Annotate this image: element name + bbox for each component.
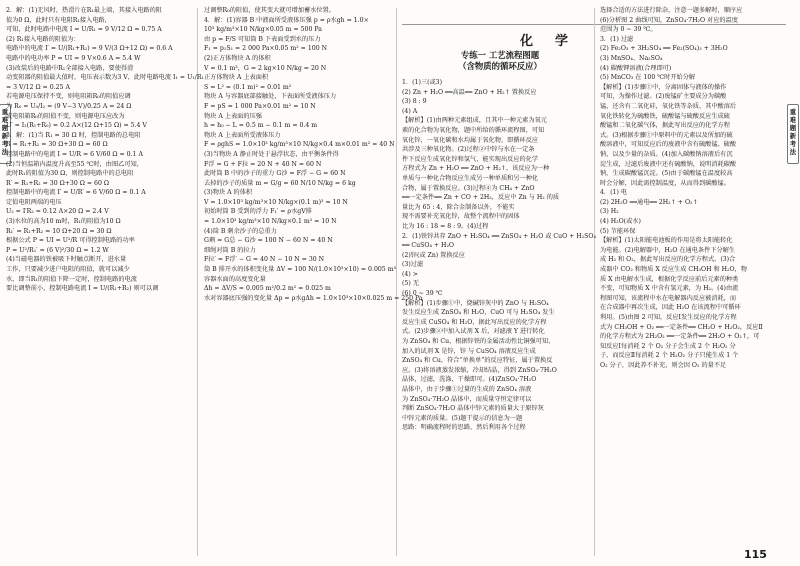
text-line: 水，即当R₁的阻值下降一定时，控制电路的电流: [6, 275, 137, 283]
text-line: 式。(3)根据步骤①中原料中的元素以及所加的硫: [600, 131, 733, 139]
text-line: 若电源电压保持不变，则电阻箱R₀的阻值应调: [6, 93, 131, 101]
section-title: 专练一 工艺流程图题: [460, 50, 540, 60]
text-line: 筒 B 排开水的体积变化量 ΔV = 100 N/(1.0×10³×10) = 0.005 m³: [204, 266, 397, 274]
text-line: 水对容器底压强的变化量 Δp = ρ水gΔh = 1.0×10³×10×0.025 m = 250 Pa: [204, 294, 423, 302]
text-line: (3) 8 : 9: [402, 98, 427, 106]
side-tab-left: 重难题新考法: [0, 104, 11, 164]
column-4: [600, 6, 786, 552]
text-line: 应。(3)将溶液蒸发浓缩，冷却结晶，得到 ZnSO₄·7H₂O: [402, 366, 557, 374]
text-line: 控制电路中的电流 I′ = U/R′ = 6 V/60 Ω = 0.1 A: [6, 189, 146, 197]
text-line: 要比调整前小，控制电路电流 I = U/(R₁+R₂) 则可以调: [6, 285, 159, 293]
text-line: (3) MnSO₄、Na₂SO₄: [600, 54, 663, 62]
text-line: R₁′ = R₁+R₂ = 10 Ω+20 Ω = 30 Ω: [6, 227, 112, 235]
text-line: 反应生成 CuSO₄ 和 H₂O，据此写出反应的化学方程: [402, 318, 547, 326]
text-line: 为电能。(2)电解器中，H₂O 在通电条件下分解生: [600, 246, 736, 254]
side-tab-right: 重难题新考法: [787, 104, 799, 164]
text-line: (3)过滤: [402, 261, 424, 269]
text-line: (3) H₂: [600, 208, 619, 216]
text-line: 值为0 Ω，此时只有电阻R₁接入电路，: [6, 16, 111, 24]
text-line: 动变阻器的阻值最大值时，电压表示数为3 V，此时电路电流 I₁ = U₁/R₁: [6, 74, 204, 82]
column-divider: [396, 8, 397, 556]
text-line: 此时R₁的阻值为30 Ω，则控制电路中的总电阻: [6, 170, 134, 178]
text-line: (4) >: [402, 270, 418, 278]
text-line: (2) 2H₂O ══通电══ 2H₂↑ + O₂↑: [600, 198, 698, 206]
text-line: (3)改装后的电路中R₁全部接入电路，要使得滑: [6, 64, 134, 72]
text-line: 钠，生成碳酸锰沉淀。(5)由于碳酸锰在温度较高: [600, 170, 733, 178]
text-line: 利用。(5)由图 2 可知，反应Ⅰ发生反应的化学方程: [600, 314, 737, 321]
text-line: 容器水面的高度变化量: [204, 275, 266, 283]
text-line: V = 1.0×10³ kg/m³×10 N/kg×(0.1 m)³ = 10 N: [204, 198, 348, 206]
text-line: 子，而反应Ⅱ每消耗 2 个 H₂O₂ 分子只能生成 1 个: [600, 352, 739, 360]
text-line: ══一定条件══ Zn + CO + 2H₂，反应中 Zn 与 H₂ 的质: [402, 194, 560, 202]
text-line: 电路中的电流 I′ = U/(R₁+R₂) = 9 V/(3 Ω+12 Ω) = 0.6 A: [6, 45, 173, 53]
text-line: 方程式为 Zn + H₂O ══ ZnO + H₂↑，该反应为一种: [402, 165, 550, 173]
text-line: 物块 A 与容器底部接触处，下表面所受液体压力: [204, 93, 337, 101]
text-line: 电路中的电功率 P = UI = 9 V×0.6 A = 5.4 W: [6, 54, 141, 62]
text-line: F拉′ = F浮′ − G = 40 N − 10 N = 30 N: [204, 256, 325, 264]
text-line: 或电阻箱R₀的阻值不变，则电源电压应改为: [6, 112, 125, 120]
text-line: 2．解：(1)无风时，热滑片在R₁最上端，其接入电路的阻: [6, 7, 162, 14]
text-line: (4) 碳酸钾溶液(合理即可): [600, 64, 672, 72]
text-line: (4) A: [402, 107, 418, 115]
text-line: 比为 16 : 18 = 8 : 9。(4)过程: [402, 222, 489, 230]
text-line: 质 X 由电解水生成，根据化学反应前后元素的种类: [600, 275, 739, 283]
text-line: 去掉的沙子的质量 m = G/g = 60 N/10 N/kg = 6 kg: [204, 179, 356, 187]
text-line: = 1.0×10³ kg/m³×10 N/kg×0.1 m² = 10 N: [204, 218, 337, 226]
text-line: 发生反应生成 ZnSO₄ 和 H₂O，CuO 可与 H₂SO₄ 发生: [402, 309, 555, 317]
text-line: (6) 0 ~ 39 ℃: [402, 290, 443, 298]
text-line: 为 ZnSO₄·7H₂O 晶体中，而质量守恒定律可以: [402, 395, 532, 403]
text-line: U′ = I₂(R₁+R₀) = 0.2 A×(12 Ω+15 Ω) = 5.4 V: [6, 122, 147, 130]
text-line: 为 ZnSO₄ 和 Cu，根据锌铁的金属活动性比铜强可知，: [402, 338, 555, 346]
text-line: 定值电阻两端的电压: [6, 198, 62, 206]
text-line: 正方体物块 A 上表面积: [204, 74, 269, 82]
column-3: [402, 6, 596, 552]
text-line: 共涉及三种氧化物。(2)过程②中锌与水在一定条: [402, 146, 535, 154]
text-line: 4．(1) 电: [600, 189, 628, 197]
text-line: 选择合适的方法进行除杂，注意一题多解时，顺序应: [600, 7, 743, 14]
text-line: (3)水位的高为10 m时，R₁的阻值为10 Ω: [6, 218, 121, 226]
text-line: (3)物块 A 的体积: [204, 189, 253, 197]
text-line: 可知，此时电路中电流 I = U/R₁ = 9 V/12 Ω = 0.75 A: [6, 26, 162, 34]
text-line: 物块 A 上表面所受液体压力: [204, 131, 281, 139]
text-line: 控制电路中的电流 I = U/R = 6 V/60 Ω = 0.1 A: [6, 150, 143, 158]
text-line: 氧化铁转化为硫酸铁，硫酸锰与硫酸反应生成硫: [600, 112, 730, 120]
text-line: 氧化锌，一氧化碳和水均属于氧化物，即循环反应: [402, 136, 539, 144]
text-line: (2) R₁接入电路的阻值为：: [6, 35, 80, 43]
text-line: ══ CuSO₄ + H₂O: [402, 242, 454, 250]
column-1: [6, 6, 204, 552]
text-line: U₂ = I′R₂ = 0.12 A×20 Ω = 2.4 V: [6, 208, 109, 216]
text-line: 在合成器中再次生成，因此 H₂O 在该流程中可循环: [600, 304, 741, 312]
text-line: 2．(1)铁锌共存 ZnO + H₂SO₄ ══ ZnSO₄ + H₂O 或 CuO + H₂SO₄: [402, 232, 596, 240]
text-line: F = pS = 1 000 Pa×0.01 m² = 10 N: [204, 102, 316, 110]
text-line: 程图可知，该流程中水在电解器内反应被消耗，而: [600, 294, 737, 302]
column-divider: [197, 8, 198, 556]
text-line: 中锌元素的质量。(5)题干提示的信息为一题: [402, 414, 523, 422]
text-line: ZnSO₄ 和 Cu，符合“单换单”的反应特征，属于置换反: [402, 357, 553, 365]
text-line: 初始时筒 B 受到的浮力 F₁′ = ρ水gV排: [204, 208, 312, 216]
text-line: F浮 = G + F拉 = 20 N + 40 N = 60 N: [204, 160, 322, 168]
text-line: Δh = ΔV/S = 0.005 m²/0.2 m² = 0.025 m: [204, 285, 331, 293]
text-line: R′ = R₁+R₂ = 30 Ω+30 Ω = 60 Ω: [6, 179, 109, 187]
text-line: = 3 V/12 Ω = 0.25 A: [6, 83, 70, 91]
subject-title: 化学: [520, 34, 591, 49]
text-line: 此时筒 B 中的沙子的重力 G沙 = F浮 − G = 60 N: [204, 170, 346, 178]
text-line: 根据公式 P = UI = U²/R 可得控制电路的功率: [6, 237, 135, 245]
text-line: 式为 CH₃OH + O₂ ══一定条件══ CH₂O + H₂O₂，反应Ⅱ: [600, 323, 763, 331]
text-line: (4)当磁电器的铁被吸下时触点断开，进水量: [6, 256, 127, 264]
text-line: 酸溶液中，可知反应后的废液中含有硫酸锰、硫酸: [600, 141, 737, 149]
text-line: 【解析】(1)太阳能电池板的作用是将太阳能转化: [600, 237, 733, 245]
text-line: 件下反应生成氧化锌和氢气，能实现出反应的化学: [402, 155, 539, 163]
text-line: (2)正方体物块 A 的体积: [204, 54, 271, 62]
text-line: 的化学方程式为 2H₂O₂ ══一定条件══ 2H₂O + O₂↑，可: [600, 333, 760, 341]
text-line: (2) Fe₂O₃ + 3H₂SO₄ ══ Fe₂(SO₄)₃ + 3H₂O: [600, 45, 728, 53]
text-line: 3．(1) 过滤: [600, 35, 634, 43]
text-line: 淀生成，过滤后废液中还有硫酸钠，说明消耗碳酸: [600, 160, 737, 168]
text-line: 晶体，过滤，洗涤，干燥即可。(4)ZnSO₄·7H₂O: [402, 376, 537, 384]
text-line: (3)当物块 A 静止时处于悬浮状态，由平衡条件得: [204, 150, 339, 158]
text-line: (6)分析图 2 曲线可知，ZnSO₄·7H₂O 对应的温度: [600, 16, 738, 24]
text-line: 酸锰和二氧化碳气体，据此写出反应的化学方程: [600, 122, 730, 130]
text-line: S = L² = (0.1 m)² = 0.01 m²: [204, 83, 292, 91]
text-line: 单质与一种化合物反应生成另一种单质和另一种化: [402, 174, 539, 182]
text-line: 知反应Ⅰ每消耗 2 个 O₂ 分子会生成 2 个 H₂O₂ 分: [600, 342, 736, 350]
text-line: R = R₁+R₂ = 30 Ω+30 Ω = 60 Ω: [6, 141, 108, 149]
text-line: (2) Zn + H₂O ══高温══ ZnO + H₂↑ 置换反应: [402, 88, 537, 96]
text-line: 范围为 0 ~ 39 ℃。: [600, 26, 657, 34]
text-line: 【解析】(1)步骤①中，分离固体与液体的操作: [600, 83, 727, 91]
page-number: 115: [744, 548, 767, 561]
text-line: 式。(2)步骤②中加入试剂 X 后，对滤液 Y 进行转化: [402, 328, 545, 336]
text-line: (5) MnCO₃ 在 100 ℃时开始分解: [600, 74, 696, 82]
text-line: 加入的试剂 X 是锌，锌 与 CuSO₄ 溶液反应生成: [402, 347, 536, 355]
text-line: 过调整R₀的阻值，使其变大就可增加蓄水位置。: [204, 7, 335, 14]
text-line: 成器中 CO₂ 和物质 X 反应生成 CH₃OH 和 H₂O，物: [600, 266, 747, 274]
text-line: F = ρghS = 1.0×10³ kg/m³×10 N/kg×0.4 m×0.01 m² = 40 N: [204, 141, 395, 149]
text-line: 物块 A 上表面的压强: [204, 112, 262, 120]
text-line: 合物，属于置换反应。(3)过程④为 CH₄ + ZnO: [402, 184, 535, 192]
text-line: h = h₀ − L = 0.5 m − 0.1 m = 0.4 m: [204, 122, 318, 130]
text-line: 可知，为操作过滤。(2)废锰矿主要成分为碳酸: [600, 93, 727, 101]
text-line: 思路：明确流程时的思路，然后利用各个过程: [402, 424, 526, 432]
text-line: (4) H₂O(或水): [600, 218, 641, 226]
text-line: 素的化合物为氧化物，题中所给的循环流程图，可知: [402, 126, 545, 134]
text-line: 成 H₂ 和 O₂，据此写出反应的化学方程式。(3)合: [600, 256, 736, 264]
text-line: 10³ kg/m³×10 N/kg×0.05 m = 500 Pa: [204, 26, 322, 34]
text-line: F₁ = p₁S₁ = 2 000 Pa×0.05 m² = 100 N: [204, 45, 328, 53]
text-line: 4．解：(1)容器 B 中液面所受液体压强 p = ρ水gh = 1.0×: [204, 16, 369, 24]
text-line: 判断 ZnSO₄·7H₂O 晶体中锌元素的质量大于原锌灰: [402, 405, 544, 413]
text-line: (5) 节能环保: [600, 227, 636, 235]
column-3-body: [402, 78, 596, 433]
text-line: 时会分解，因此需控制温度，从而得到碳酸锰。: [600, 179, 730, 187]
text-line: 为 R₀ = U₀/I₂ = (9 V−3 V)/0.25 A = 24 Ω: [6, 102, 132, 110]
text-line: 细绳对筒 B 的拉力: [204, 246, 256, 254]
text-line: O₂ 分子，因此养不补充，则会因 O₂ 的量不足: [600, 361, 727, 369]
text-line: V = 0.1 m³，G = 2 kg×10 N/kg = 20 N: [204, 64, 327, 72]
section-subtitle: （含物质的循环反应）: [458, 61, 542, 71]
text-line: 工作，只要减少进户电阻的阻值，就可以减少: [6, 266, 130, 274]
column-divider: [594, 8, 595, 556]
text-line: G剩 = G总 − G沙 = 100 N − 60 N = 40 N: [204, 237, 333, 245]
text-line: P = U²/R₁′ = (6 V)²/30 Ω = 1.2 W: [6, 246, 109, 254]
text-line: 由 p = F/S 可知筒 B 下表面受到水的压力: [204, 35, 321, 43]
text-line: 【解析】(1)由两种元素组成，且其中一种元素为氧元: [402, 117, 547, 125]
text-line: (2)当恒温箱内温度升高至55 ℃时，由图乙可知，: [6, 160, 143, 168]
text-line: (5) 无: [402, 280, 419, 288]
text-line: 钠，以及少量的杂质。(4)加入碳酸钠溶液后有沉: [600, 150, 733, 158]
text-line: (2)锌(或 Zn) 置换反应: [402, 251, 465, 259]
text-line: 3．解：(1)当 R₁ = 30 Ω 时，控制电路的总电阻: [6, 131, 141, 139]
text-line: 量比为 65 : 4，除合金制备以外，不能实: [402, 203, 515, 211]
text-line: 锰，还含有二氧化硅，氧化铁等杂质，其中酸溶后: [600, 102, 737, 110]
text-line: 晶体中，由于步骤①过量的生成的 ZnSO₄ 溶液: [402, 386, 532, 393]
text-line: 1．(1)三(或3): [402, 79, 443, 86]
text-line: 现不需要补充氧化锌，故整个流程中的固体: [402, 213, 520, 221]
text-line: 【解析】(1)步骤①中，烧碱锌灰中的 ZnO 与 H₂SO₄: [402, 299, 549, 307]
text-line: 不变，可知物质 X 中含有氢元素，为 H₂。(4)由流: [600, 285, 739, 293]
text-line: (4)筒 B 剩余沙子的总重力: [204, 227, 277, 235]
